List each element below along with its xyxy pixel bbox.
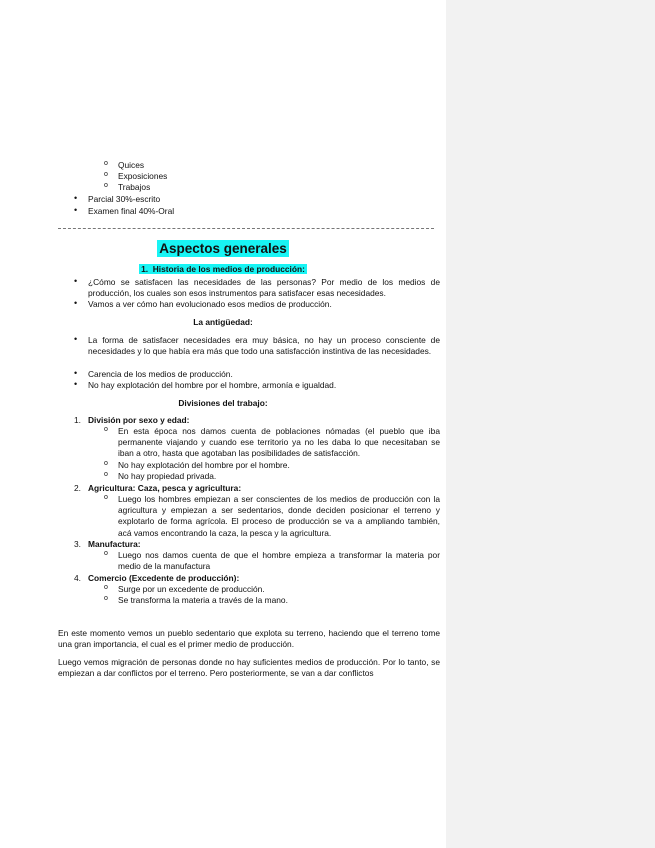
bullet: • bbox=[74, 334, 78, 344]
bullet: • bbox=[74, 379, 78, 389]
paragraph-bullet: ¿Cómo se satisfacen las necesidades de las personas? Por medio de los medios de producción, los cuales son esos instrumentos para satisfacer esas necesidades. bbox=[88, 277, 440, 299]
sub-item: Luego los hombres empiezan a ser conscientes de los medios de producción con la agricultura y empiezan a ser sedentarios, donde deciden posicionar el terreno y explotarlo de forma agrícola. El proceso de producción se va a ampliando también, acá vamos encontrando la caza, la pesca y la agricultura. bbox=[118, 494, 440, 538]
sub-bullet: o bbox=[104, 595, 108, 602]
page-title: Aspectos generales bbox=[159, 241, 287, 256]
bullet: • bbox=[74, 205, 78, 215]
list-heading: Agricultura: Caza, pesca y agricultura: bbox=[88, 483, 242, 493]
page-title-wrap bbox=[0, 240, 446, 258]
list-number: 2. bbox=[74, 483, 81, 493]
sub-item: En esta época nos damos cuenta de poblaciones nómadas (el pueblo que iba permanente viajando y cuando ese territorio ya no les daba lo que necesitaban se iban a otro, hasta que agotaban las posibilidades de satisfacción. bbox=[118, 426, 440, 459]
sub-bullet: o bbox=[104, 160, 108, 167]
paragraph-bullet: No hay explotación del hombre por el hombre, armonía e igualdad. bbox=[88, 380, 337, 390]
list-number: 1. bbox=[74, 415, 81, 425]
dashed-divider bbox=[58, 228, 434, 229]
sub-item: Luego nos damos cuenta de que el hombre empieza a transformar la materia por medio de la manufactura bbox=[118, 550, 440, 572]
list-heading: Comercio (Excedente de producción): bbox=[88, 573, 240, 583]
section-number: 1. bbox=[141, 264, 149, 274]
subheading-divisiones: Divisiones del trabajo: bbox=[178, 398, 268, 408]
body-paragraph: En este momento vemos un pueblo sedentario que explota su terreno, haciendo que el terreno tome una gran importancia, el cual es el primer medio de producción. bbox=[58, 628, 440, 650]
list-item: Exposiciones bbox=[118, 171, 168, 181]
list-heading: Manufactura: bbox=[88, 539, 141, 549]
bullet: • bbox=[74, 276, 78, 286]
sub-bullet: o bbox=[104, 494, 108, 501]
sub-bullet: o bbox=[104, 171, 108, 178]
comment-margin-panel bbox=[446, 0, 655, 848]
section-title: Historia de los medios de producción: bbox=[152, 264, 305, 274]
list-number: 4. bbox=[74, 573, 81, 583]
list-item: Quices bbox=[118, 160, 145, 170]
sub-item: Se transforma la materia a través de la mano. bbox=[118, 595, 288, 605]
bullet: • bbox=[74, 193, 78, 203]
list-item: Examen final 40%-Oral bbox=[88, 206, 175, 216]
sub-item: Surge por un excedente de producción. bbox=[118, 584, 265, 594]
sub-item: No hay propiedad privada. bbox=[118, 471, 217, 481]
subheading-antiguedad: La antigüedad: bbox=[193, 317, 253, 327]
paragraph-bullet: Carencia de los medios de producción. bbox=[88, 369, 233, 379]
body-paragraph: Luego vemos migración de personas donde no hay suficientes medios de producción. Por lo tanto, se empiezan a dar conflictos por el terreno. Pero posteriormente, se van a dar conflictos bbox=[58, 657, 440, 679]
bullet: • bbox=[74, 298, 78, 308]
list-number: 3. bbox=[74, 539, 81, 549]
sub-bullet: o bbox=[104, 584, 108, 591]
paragraph-bullet: La forma de satisfacer necesidades era muy básica, no hay un proceso consciente de necesidades y lo que había era más que todo una satisfacción instintiva de las necesidades. bbox=[88, 335, 440, 357]
bullet: • bbox=[74, 368, 78, 378]
sub-bullet: o bbox=[104, 460, 108, 467]
section-heading bbox=[0, 264, 446, 274]
list-item: Parcial 30%-escrito bbox=[88, 194, 161, 204]
paragraph-bullet: Vamos a ver cómo han evolucionado esos medios de producción. bbox=[88, 299, 332, 309]
list-item: Trabajos bbox=[118, 182, 151, 192]
sub-item: No hay explotación del hombre por el hombre. bbox=[118, 460, 290, 470]
list-heading: División por sexo y edad: bbox=[88, 415, 190, 425]
sub-bullet: o bbox=[104, 426, 108, 433]
sub-bullet: o bbox=[104, 471, 108, 478]
sub-bullet: o bbox=[104, 182, 108, 189]
sub-bullet: o bbox=[104, 550, 108, 557]
